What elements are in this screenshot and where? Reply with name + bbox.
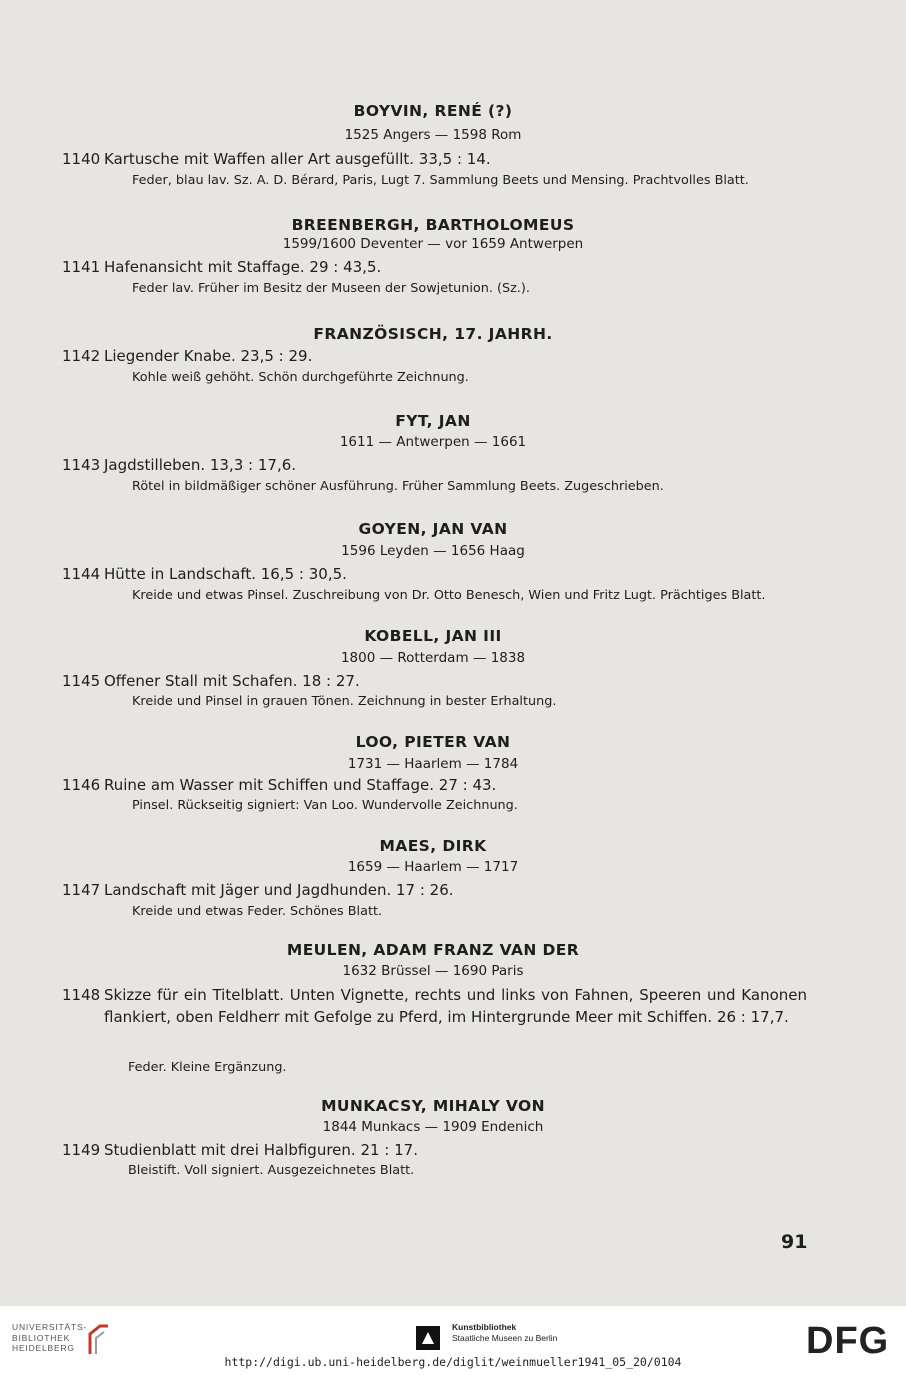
lot-number: 1146 [62,776,101,794]
artist-dates: 1800 — Rotterdam — 1838 [340,650,526,666]
artist-dates: 1611 — Antwerpen — 1661 [339,434,527,450]
lot-description: Pinsel. Rückseitig signiert: Van Loo. Wundervolle Zeichnung. [132,798,518,813]
logo-line: UNIVERSITÄTS- [12,1322,88,1332]
lot-number: 1141 [62,258,101,276]
lot-description: Feder lav. Früher im Besitz der Museen der Sowjetunion. (Sz.). [132,281,530,296]
lot-number: 1143 [62,456,101,474]
lot-title: Jagdstilleben. 13,3 : 17,6. [104,456,297,474]
lot-entry [62,345,807,367]
lot-entry [62,1139,807,1161]
page-number: 91 [781,1231,808,1253]
lot-title: Landschaft mit Jäger und Jagdhunden. 17 : 26. [104,881,454,899]
artist-dates: 1632 Brüssel — 1690 Paris [342,963,524,979]
lot-description: Kreide und etwas Feder. Schönes Blatt. [132,904,383,919]
lot-entry [62,774,807,796]
lot-title: Liegender Knabe. 23,5 : 29. [104,347,313,365]
lot-description: Bleistift. Voll signiert. Ausgezeichnetes Blatt. [128,1163,415,1178]
artist-dates: 1596 Leyden — 1656 Haag [341,543,525,559]
university-logo-mark-icon [84,1320,110,1356]
artist-heading: MEULEN, ADAM FRANZ VAN DER [286,941,580,959]
artist-heading: GOYEN, JAN VAN [358,520,508,538]
artist-heading: KOBELL, JAN III [364,627,502,645]
lot-entry [62,984,807,1028]
lot-description: Feder, blau lav. Sz. A. D. Bérard, Paris, Lugt 7. Sammlung Beets und Mensing. Prachtvolles Blatt. [132,173,749,188]
lot-title: Hütte in Landschaft. 16,5 : 30,5. [104,565,347,583]
lot-description: Rötel in bildmäßiger schöner Ausführung. Früher Sammlung Beets. Zugeschrieben. [132,479,664,494]
kunstbibliothek-title: Kunstbibliothek [452,1322,517,1332]
lot-title: Offener Stall mit Schafen. 18 : 27. [104,672,360,690]
artist-dates: 1844 Munkacs — 1909 Endenich [322,1119,544,1135]
artist-dates: 1731 — Haarlem — 1784 [347,756,519,772]
artist-heading: FRANZÖSISCH, 17. JAHRH. [313,325,553,343]
artist-heading: MAES, DIRK [379,837,487,855]
lot-entry [62,670,807,692]
kunstbibliothek-logo[interactable] [452,1322,557,1344]
lot-description: Kreide und Pinsel in grauen Tönen. Zeichnung in bester Erhaltung. [132,694,557,709]
lot-title: Studienblatt mit drei Halbfiguren. 21 : 17. [104,1141,418,1159]
lot-number: 1148 [62,986,101,1004]
lot-title: Kartusche mit Waffen aller Art ausgefüllt. 33,5 : 14. [104,150,491,168]
lot-number: 1140 [62,150,101,168]
lot-number: 1145 [62,672,101,690]
artist-heading: BREENBERGH, BARTHOLOMEUS [291,216,575,234]
lot-entry [62,256,807,278]
lot-description: Kohle weiß gehöht. Schön durchgeführte Zeichnung. [132,370,469,385]
artist-dates: 1659 — Haarlem — 1717 [347,859,519,875]
page-url-link[interactable]: http://digi.ub.uni-heidelberg.de/diglit/weinmueller1941_05_20/0104 [224,1355,682,1369]
logo-line: BIBLIOTHEK [12,1332,71,1343]
lot-entry [62,454,807,476]
dfg-logo[interactable]: DFG [806,1320,890,1362]
lot-title: Skizze für ein Titelblatt. Unten Vignette, rechts und links von Fahnen, Speeren und Kanonen flankiert, oben Feldherr mit Gefolge zu Pferd, im Hintergrunde Meer mit Schiffen. 26 : 17,7. [104,986,807,1026]
lot-number: 1149 [62,1141,101,1159]
lot-title: Ruine am Wasser mit Schiffen und Staffage. 27 : 43. [104,776,497,794]
university-library-logo[interactable] [12,1322,87,1354]
kunstbibliothek-logo-icon [414,1324,442,1352]
artist-heading: FYT, JAN [395,412,471,430]
artist-heading: LOO, PIETER VAN [355,733,511,751]
kunstbibliothek-subtitle: Staatliche Museen zu Berlin [452,1333,558,1343]
lot-description: Kreide und etwas Pinsel. Zuschreibung von Dr. Otto Benesch, Wien und Fritz Lugt. Prächtiges Blatt. [132,588,766,603]
lot-entry [62,563,807,585]
artist-heading: MUNKACSY, MIHALY VON [321,1097,545,1115]
artist-heading: BOYVIN, RENÉ (?) [353,102,513,120]
lot-entry [62,879,807,901]
logo-line: HEIDELBERG [12,1343,75,1353]
lot-number: 1142 [62,347,101,365]
artist-dates: 1599/1600 Deventer — vor 1659 Antwerpen [282,236,584,252]
lot-title: Hafenansicht mit Staffage. 29 : 43,5. [104,258,382,276]
lot-description: Feder. Kleine Ergänzung. [128,1060,287,1075]
lot-number: 1147 [62,881,101,899]
lot-number: 1144 [62,565,101,583]
lot-entry [62,148,807,170]
artist-dates: 1525 Angers — 1598 Rom [344,127,522,143]
